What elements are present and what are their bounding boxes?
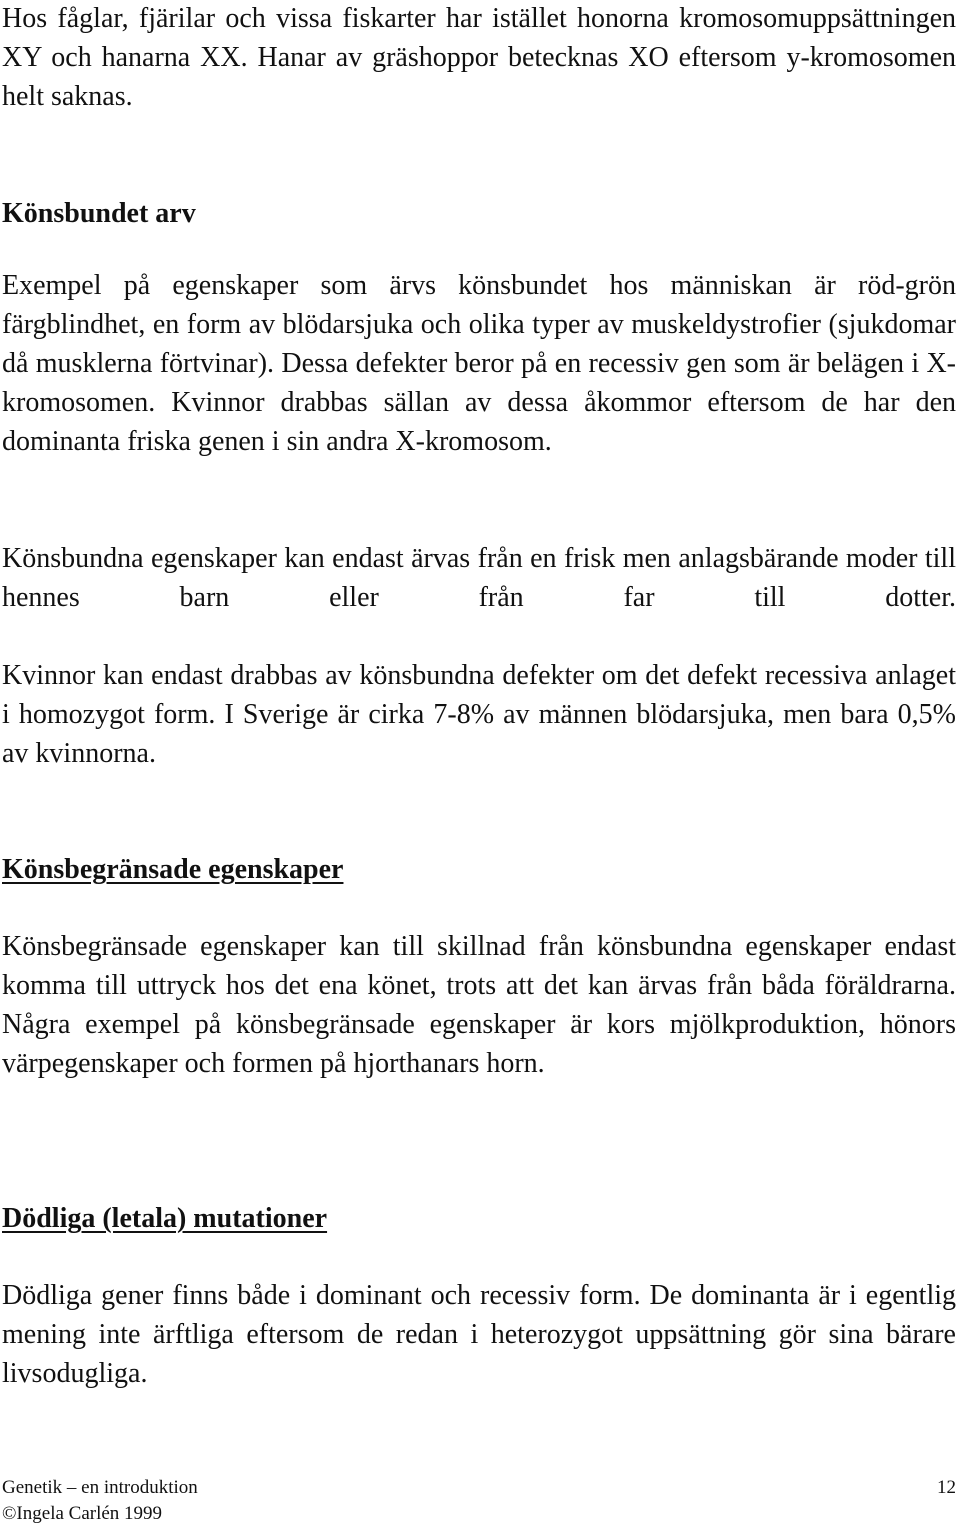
intro-paragraph: Hos fåglar, fjärilar och vissa fiskarter har istället honorna kromosomuppsättningen XY och hanarna XX. Hanar av gräshoppor betecknas XO eftersom y-kromosomen helt saknas. (2, 3, 956, 112)
sex-linked-paragraph-2: Könsbundna egenskaper kan endast ärvas från en frisk men anlagsbärande moder till hennes barn eller från far till dotter. (2, 543, 956, 613)
section-heading-sex-limited: Könsbegränsade egenskaper (2, 854, 344, 885)
sex-linked-paragraph-1: Exempel på egenskaper som ärvs könsbundet hos människan är röd-grön färgblindhet, en form av blödarsjuka och olika typer av muskeldystrofier (sjukdomar då musklerna förtvinar). Dessa defekter beror på en recessiv gen som är belägen i X-kromosomen. Kvinnor drabbas sällan av dessa åkommor eftersom de har den dominanta friska genen i sin andra X-kromosom. (2, 270, 956, 457)
section-heading-sex-linked: Könsbundet arv (2, 198, 196, 229)
page-number: 12 (937, 1477, 956, 1498)
page-footer (2, 1476, 956, 1500)
footer-title: Genetik – en introduktion (2, 1477, 198, 1498)
section-heading-lethal: Dödliga (letala) mutationer (2, 1203, 328, 1234)
page-footer-copyright (2, 1502, 956, 1526)
footer-copyright: ©Ingela Carlén 1999 (2, 1503, 163, 1524)
sex-linked-paragraph-3: Kvinnor kan endast drabbas av könsbundna defekter om det defekt recessiva anlaget i homozygot form. I Sverige är cirka 7-8% av männen blödarsjuka, men bara 0,5% av kvinnorna. (2, 660, 956, 769)
sex-limited-paragraph: Könsbegränsade egenskaper kan till skillnad från könsbundna egenskaper endast komma till uttryck hos det ena könet, trots att det kan ärvas från båda föräldrarna. Några exempel på könsbegränsade egenskaper är kors mjölkproduktion, hönors värpegenskaper och formen på hjorthanars horn. (2, 931, 956, 1079)
lethal-paragraph: Dödliga gener finns både i dominant och recessiv form. De dominanta är i egentlig mening inte ärftliga eftersom de redan i heterozygot uppsättning gör sina bärare livsodugliga. (2, 1280, 956, 1389)
